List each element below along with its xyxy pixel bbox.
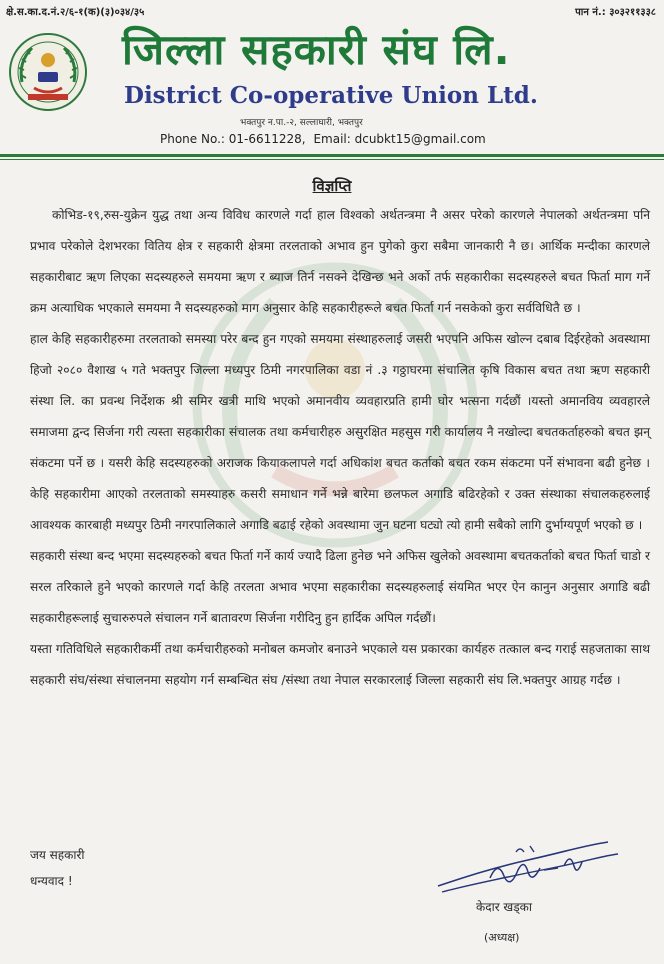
org-name-nepali: जिल्ला सहकारी संघ लि. — [122, 25, 511, 74]
notice-body — [30, 200, 650, 696]
signatory-title: (अध्यक्ष) — [484, 931, 520, 944]
org-address: भक्तपुर न.पा.-२, सल्लाघारी, भक्तपुर — [240, 118, 363, 128]
notice-paragraph: कोभिड-१९,रुस-युक्रेन युद्ध तथा अन्य विविध कारणले गर्दा हाल विश्वको अर्थतन्त्रमा नै असर परेको कारणले नेपालको अर्थतन्त्रमा पनि प्रभाव परेकोले देशभरका वितिय क्षेत्र र सहकारी क्षेत्रमा तरलताको अभाव हुन पुगेको कुरा सबैमा जानकारी नै छ। आर्थिक मन्दीका कारणले सहकारीबाट ऋण लिएका सदस्यहरुले समयमा ऋण र ब्याज तिर्न नसक्ने देखिन्छ भने अर्को तर्फ सहकारीका सदस्यहरुले बचत फिर्ता माग गर्ने क्रम अत्याधिक भएकाले समयमा नै सदस्यहरुको माग अनुसार केहि सहकारीहरूले बचत फिर्ता गर्न नसकेको कुरा सर्वविधितै छ । — [30, 208, 650, 315]
closing-salutation: जय सहकारी — [30, 848, 85, 862]
phone-number: Phone No.: 01-6611228, — [160, 132, 306, 146]
contact-line — [160, 132, 490, 146]
pan-number: पान नं.: ३०३२११३३८ — [575, 7, 656, 18]
notice-paragraph: हाल केहि सहकारीहरुमा तरलताको समस्या परेर बन्द हुन गएको समयमा संस्थाहरुलाई जसरी भएपनि अफिस खोल्न दबाब दिईरहेको अवस्थामा हिजो २०८० वैशाख ५ गते भक्तपुर जिल्ला मध्यपुर ठिमी नगरपालिका वडा नं .३ गठ्ठाघरमा संचालित कृषि विकास बचत तथा ऋण सहकारी संस्था लि. का प्रवन्ध निर्देशक श्री समिर खत्री माथि भएको अमानवीय व्यवहारप्रति हामी घोर भत्सना गर्दछौं ।यस्तो अमानविय व्यवहारले समाजमा द्वन्द सिर्जना गरी त्यस्ता सहकारीका संचालक तथा कर्मचारीहरु असुरक्षित महसुस गरी कार्यालय नै नखोल्दा बचतकर्ताहरुको बचत झन् संकटमा पर्ने छ । यसरी केहि सदस्यहरुको अराजक कियाकलापले गर्दा अधिकांश बचत कर्ताको बचत रकम संकटमा पर्ने संभावना बढी हुनेछ ।केहि सहकारीमा आएको तरलताको समस्याहरु कसरी समाधान गर्ने भन्ने बारेमा छलफल अगाडि बढिरहेको र उक्त संस्थाका संचालकहरुलाई आवश्यक कारबाही मध्यपुर ठिमी नगरपालिकाले अगाडि बढाई रहेको अवस्थामा जुन घटना घट्यो त्यो हामी सबैको लागि दुर्भाग्यपूर्ण भएको छ । — [30, 332, 650, 532]
header-divider — [0, 154, 664, 157]
union-logo-icon — [8, 32, 88, 112]
notice-paragraph: सहकारी संस्था बन्द भएमा सदस्यहरुको बचत फिर्ता गर्ने कार्य ज्यादै ढिला हुनेछ भने अफिस खुलेको अवस्थामा बचतकर्ताको बचत फिर्ता चाडो र सरल तरिकाले हुने भएको कारणले गर्दा केहि तरलता अभाव भएमा सहकारीका सदस्यहरुलाई संयमित भएर ऐन कानुन अनुसार अगाडि बढी सहकारीहरूलाई सुचारुरुपले संचालन गर्ने बातावरण सिर्जना गरीदिनु हुन हार्दिक अपिल गर्दछौं। — [30, 549, 650, 625]
registration-number: क्षे.स.का.द.नं.२/६-१(क)(३)०३४/३५ — [6, 7, 145, 18]
signatory-name: केदार खड्का — [476, 900, 532, 914]
notice-paragraph: यस्ता गतिविधिले सहकारीकर्मी तथा कर्मचारीहरुको मनोबल कमजोर बनाउने भएकाले यस प्रकारका कार्यहरु तत्काल बन्द गराई सहजताका साथ सहकारी संघ/संस्था संचालनमा सहयोग गर्न सम्बन्धित संघ /संस्था तथा नेपाल सरकारलाई जिल्ला सहकारी संघ लि.भक्तपुर आग्रह गर्दछ । — [30, 642, 650, 687]
header-divider-thin — [0, 159, 664, 160]
closing-thanks: धन्यवाद ! — [30, 874, 73, 888]
email-address: Email: dcubkt15@gmail.com — [313, 132, 486, 146]
closing-block — [30, 842, 85, 894]
handwritten-signature — [432, 838, 622, 898]
org-name-english: District Co-operative Union Ltd. — [124, 82, 538, 109]
notice-title: विज्ञप्ति — [312, 177, 352, 195]
